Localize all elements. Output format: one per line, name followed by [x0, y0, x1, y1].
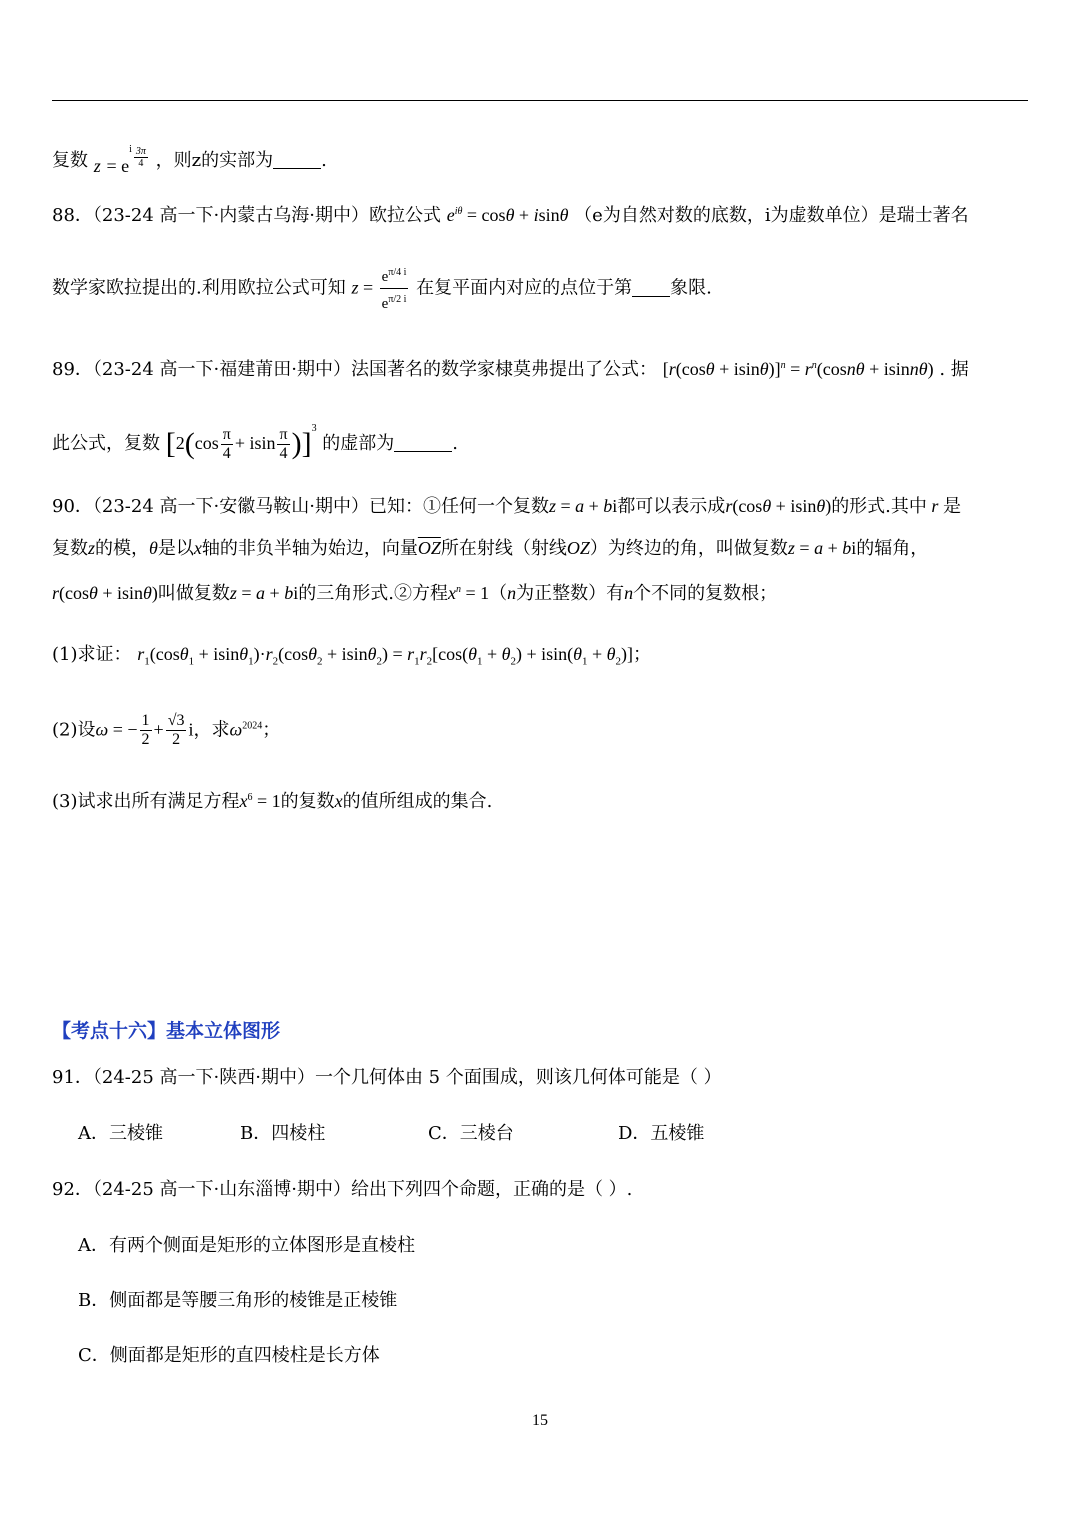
problem-91-option-a: A．三棱锥 — [78, 1123, 163, 1144]
proof-formula: $r_1(\cos\theta_1 + isin\theta_1)\cdot r_2(\cos\theta_2 + isin\theta_2) = r_1r_2[\cos(\theta_1 + \theta_2) + isin(\theta_1 + \theta_2)]$ — [137, 644, 633, 668]
problem-87-tail: 复数 $z = e^i$ $\frac{3\pi}{4}$ ，则z的实部为 . — [52, 144, 327, 176]
problem-92-option-c: C．侧面都是矩形的直四棱柱是长方体 — [78, 1345, 380, 1366]
problem-91-option-c: C．三棱台 — [428, 1123, 514, 1144]
problem-92-stem: 92．（24-25 高一下·山东淄博·期中）给出下列四个命题，正确的是（ ）. — [52, 1179, 633, 1200]
problem-90-line3: r(cosθ + isinθ)叫做复数z = a + bi的三角形式.②方程$x^n = 1(n$为正整数）有n个不同的复数根； — [52, 583, 778, 604]
de-moivre-formula: $[r(\cos\theta + isin\theta)]^n = r^n(\cos n\theta + isinn\theta)$ — [662, 359, 934, 379]
problem-91-option-d: D．五棱锥 — [618, 1123, 705, 1144]
problem-89-line1: 89．（23-24 高一下·福建莆田·期中）法国著名的数学家棣莫弗提出了公式： $[r(\cos\theta + isin\theta)]^n = r^n(\cos n\theta + isinn\theta)$ . 据 — [52, 359, 969, 380]
section-title: 【考点十六】基本立体图形 — [52, 1020, 281, 1042]
problem-89-line2: 此公式，复数 [2(cos $\frac{\pi}{4}$ + isin $\frac{\pi}{4}$ )]$^3$ 的虚部为 . — [52, 423, 459, 462]
problem-91-stem: 91．（24-25 高一下·陕西·期中）一个几何体由 5 个面围成，则该几何体可能是（ ） — [52, 1067, 722, 1088]
answer-blank — [632, 276, 670, 297]
header-rule — [52, 100, 1028, 101]
page-number: 15 — [532, 1412, 548, 1429]
problem-91-option-b: B．四棱柱 — [240, 1123, 326, 1144]
problem-92-option-b: B．侧面都是等腰三角形的棱锥是正棱锥 — [78, 1290, 398, 1311]
formula-fraction: $\frac{e^{\pi/4 i}}{e^{\pi/2 i}}$ — [380, 262, 409, 315]
euler-formula: $e^{i\theta}$ — [446, 205, 463, 225]
problem-90-line1: 90．（23-24 高一下·安徽马鞍山·期中）已知：①任何一个复数z = a + bi都可以表示成r(cosθ + isinθ)的形式.其中 r 是 — [52, 496, 961, 517]
problem-88-line2: 数学家欧拉提出的.利用欧拉公式可知 z = $\frac{e^{\pi/4 i}}{e^{\pi/2 i}}$ 在复平面内对应的点位于第 象限. — [52, 262, 712, 315]
problem-90-line2: 复数z的模，θ是以x轴的非负半轴为始边，向量$\overline{OZ}$所在射线（射线OZ）为终边的角，叫做复数z = a + bi的辐角， — [52, 538, 929, 559]
answer-blank — [394, 431, 452, 452]
problem-92-option-a: A．有两个侧面是矩形的立体图形是直棱柱 — [78, 1235, 415, 1256]
problem-90-sub1: (1)求证： $r_1(\cos\theta_1 + isin\theta_1)\cdot r_2(\cos\theta_2 + isin\theta_2) = r_1r_2[\cos(\theta_1 + \theta_2) + isin(\theta_1 + \theta_2)]$； — [52, 644, 651, 668]
problem-90-sub3: (3)试求出所有满足方程$x^6 = 1$的复数x的值所组成的集合. — [52, 791, 493, 812]
problem-88-line1: 88．（23-24 高一下·内蒙古乌海·期中）欧拉公式 $e^{i\theta} = \cos\theta + isin\theta$ （e为自然对数的底数，i为虚数单位）是瑞士著名 — [52, 205, 969, 226]
answer-blank — [273, 148, 321, 169]
formula-z-exp: z — [93, 156, 101, 176]
problem-90-sub2: (2)设ω = − $\frac{1}{2}$ + $\frac{√3}{2}$ i，求$\omega^{2024}$； — [52, 712, 281, 748]
